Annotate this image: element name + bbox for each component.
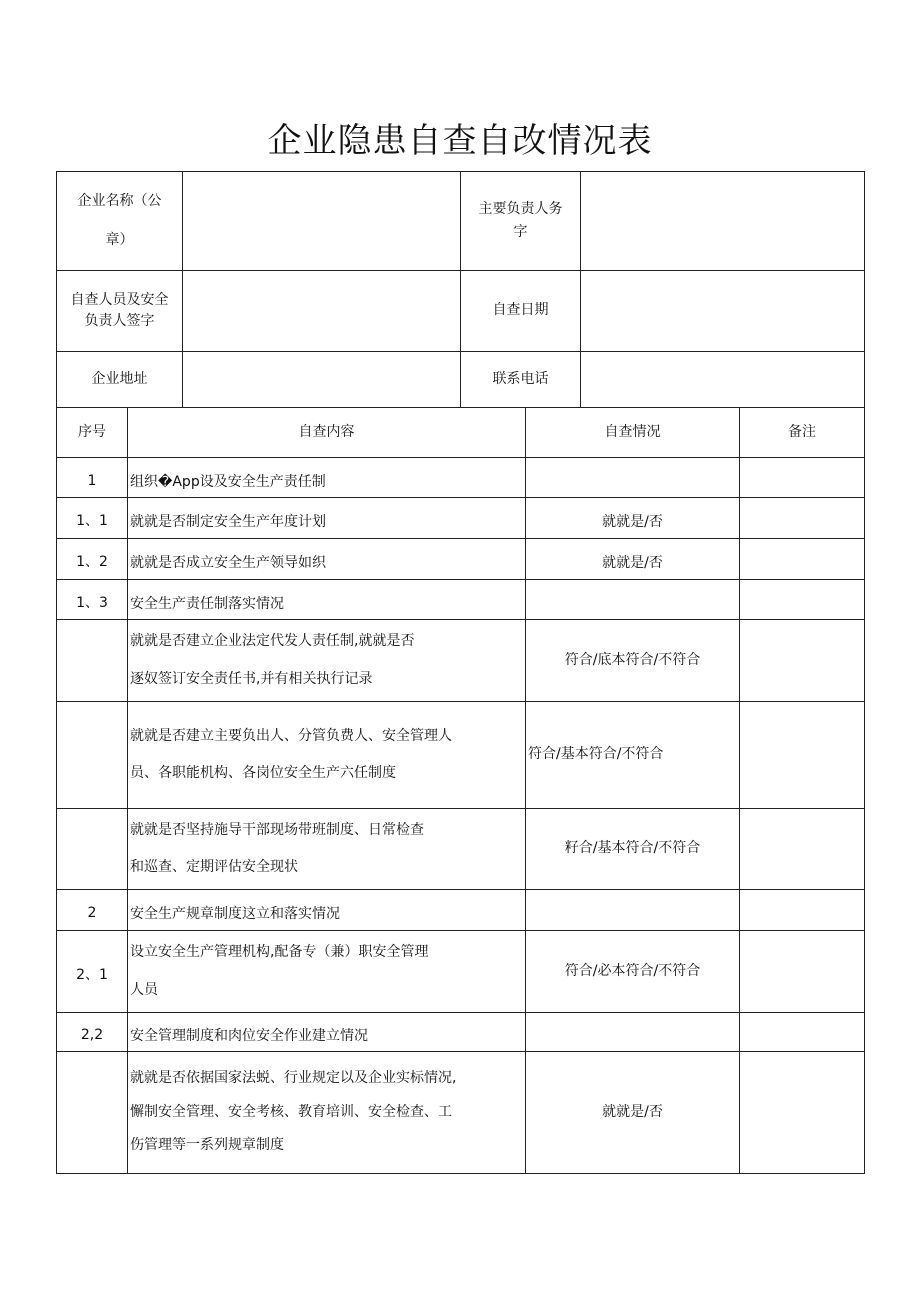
phone-label: 联系电话 bbox=[461, 352, 581, 408]
principal-sign-label-line1: 主要负责人务 bbox=[478, 200, 563, 217]
principal-sign-label bbox=[461, 172, 581, 271]
table-row bbox=[57, 458, 865, 498]
row-no: 1 bbox=[57, 458, 128, 498]
row-content: 就就是否建立企业法定代发人责任制,就就是否 逐奴签订安全责任书,并有相关执行记录 bbox=[128, 620, 526, 702]
header-no: 序号 bbox=[57, 408, 128, 458]
check-date-value[interactable] bbox=[581, 271, 865, 352]
row-remark[interactable] bbox=[740, 890, 865, 931]
row-no: 2、1 bbox=[57, 931, 128, 1013]
table-row bbox=[57, 1052, 865, 1174]
table-row bbox=[57, 890, 865, 931]
check-date-label: 自查日期 bbox=[461, 271, 581, 352]
row-remark[interactable] bbox=[740, 539, 865, 580]
row-status[interactable]: 符合/底本符合/不符合 bbox=[526, 620, 740, 702]
row-status[interactable]: 就就是/否 bbox=[526, 498, 740, 539]
row-no: 2 bbox=[57, 890, 128, 931]
row-status[interactable]: 符合/必本符合/不符合 bbox=[526, 931, 740, 1013]
row-status[interactable]: 就就是/否 bbox=[526, 539, 740, 580]
row-content: 就就是否制定安全生产年度计划 bbox=[128, 498, 526, 539]
principal-sign-label-line2: 字 bbox=[513, 224, 528, 240]
phone-value[interactable] bbox=[581, 352, 865, 408]
header-status: 自查情况 bbox=[526, 408, 740, 458]
row-remark[interactable] bbox=[740, 702, 865, 809]
row-no: 1、2 bbox=[57, 539, 128, 580]
principal-sign-value[interactable] bbox=[581, 172, 865, 271]
inspector-sign-label-line2: 负责人签字 bbox=[84, 313, 155, 329]
table-row bbox=[57, 931, 865, 1013]
table-row bbox=[57, 702, 865, 809]
row-content: 安全管理制度和肉位安全作业建立情况 bbox=[128, 1013, 526, 1052]
page-title: 企业隐患自查自改情况表 bbox=[267, 121, 653, 161]
company-name-label-line1: 企业名称（公 bbox=[77, 192, 162, 209]
row-content: 就就是否成立安全生产领导如织 bbox=[128, 539, 526, 580]
row-content: 安全生产规章制度这立和落实情况 bbox=[128, 890, 526, 931]
row-no bbox=[57, 1052, 128, 1174]
table-row bbox=[57, 1013, 865, 1052]
row-content: 就就是否坚持施导干部现场带班制度、日常检查 和巡查、定期评估安全现状 bbox=[128, 809, 526, 890]
row-no bbox=[57, 809, 128, 890]
row-status[interactable]: 符合/基本符合/不符合 bbox=[526, 702, 740, 809]
company-info-table bbox=[56, 171, 865, 408]
row-no: 1、1 bbox=[57, 498, 128, 539]
row-remark[interactable] bbox=[740, 458, 865, 498]
row-remark[interactable] bbox=[740, 931, 865, 1013]
row-no bbox=[57, 620, 128, 702]
row-remark[interactable] bbox=[740, 498, 865, 539]
row-status[interactable]: 籽合/基本符合/不符合 bbox=[526, 809, 740, 890]
row-status[interactable] bbox=[526, 458, 740, 498]
row-content: 组织�App设及安全生产责任制 bbox=[128, 458, 526, 498]
address-value[interactable] bbox=[183, 352, 461, 408]
row-status[interactable] bbox=[526, 1013, 740, 1052]
table-row bbox=[57, 809, 865, 890]
row-status[interactable] bbox=[526, 580, 740, 620]
row-status[interactable]: 就就是/否 bbox=[526, 1052, 740, 1174]
row-content: 就就是否建立主要负出人、分管负费人、安全管理人 员、各职能机构、各岗位安全生产六任制度 bbox=[128, 702, 526, 809]
header-content: 自查内容 bbox=[128, 408, 526, 458]
row-remark[interactable] bbox=[740, 1052, 865, 1174]
company-name-label bbox=[57, 172, 183, 271]
row-no: 1、3 bbox=[57, 580, 128, 620]
row-content: 就就是否依据国家法蜕、行业规定以及企业实标情况, 懈制安全管理、安全考核、教育培训、安全检查、工 伤管理等一系列规章制度 bbox=[128, 1052, 526, 1174]
table-header-row bbox=[57, 408, 865, 458]
row-status[interactable] bbox=[526, 890, 740, 931]
inspector-sign-label bbox=[57, 271, 183, 352]
row-content: 安全生产责任制落实情况 bbox=[128, 580, 526, 620]
row-no bbox=[57, 702, 128, 809]
table-row bbox=[57, 539, 865, 580]
company-name-value[interactable] bbox=[183, 172, 461, 271]
row-remark[interactable] bbox=[740, 1013, 865, 1052]
row-remark[interactable] bbox=[740, 809, 865, 890]
table-row bbox=[57, 620, 865, 702]
table-row bbox=[57, 580, 865, 620]
self-check-table bbox=[56, 407, 865, 1174]
row-remark[interactable] bbox=[740, 580, 865, 620]
inspector-sign-label-line1: 自查人员及安全 bbox=[70, 291, 169, 308]
company-name-label-line2: 章） bbox=[105, 232, 134, 248]
table-row bbox=[57, 498, 865, 539]
address-label: 企业地址 bbox=[57, 352, 183, 408]
row-no: 2,2 bbox=[57, 1013, 128, 1052]
row-remark[interactable] bbox=[740, 620, 865, 702]
inspector-sign-value[interactable] bbox=[183, 271, 461, 352]
row-content: 设立安全生产管理机构,配备专（兼）职安全管理 人员 bbox=[128, 931, 526, 1013]
header-remark: 备注 bbox=[740, 408, 865, 458]
